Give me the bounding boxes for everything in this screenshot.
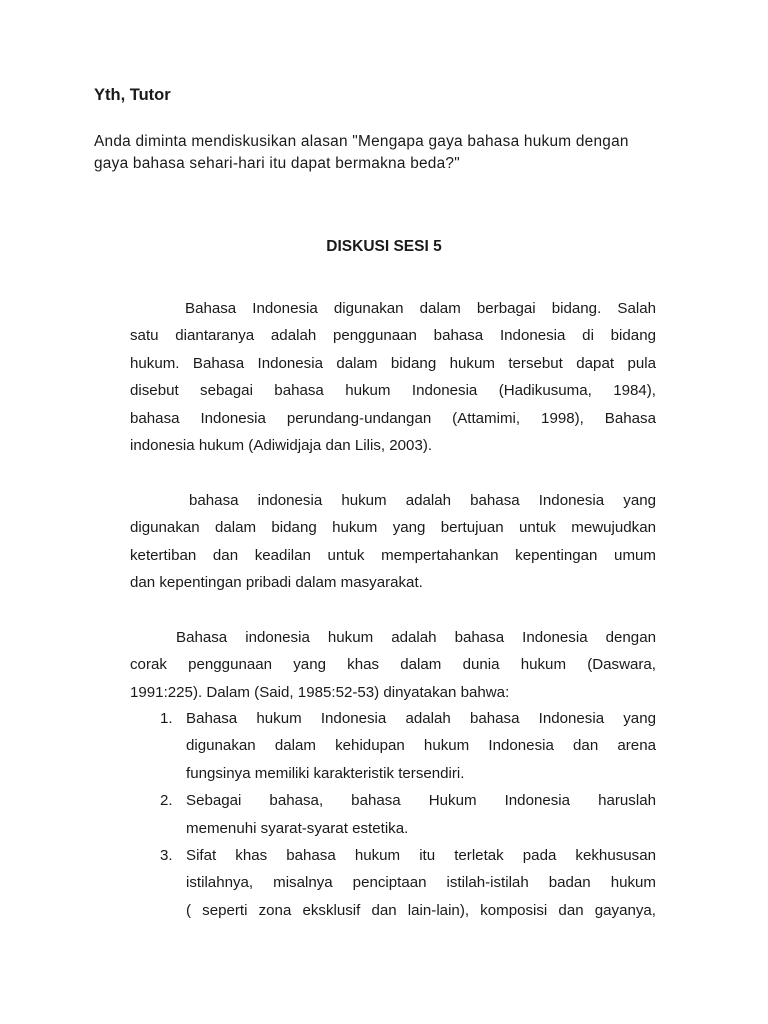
greeting-heading: Yth, Tutor [94, 86, 171, 104]
list-number: 1. [160, 710, 173, 727]
list-item-text [186, 705, 656, 787]
session-title: DISKUSI SESI 5 [326, 238, 442, 255]
list-item [158, 787, 656, 842]
list-line: fungsinya memiliki karakteristik tersendiri. [186, 764, 465, 782]
list-line: ( seperti zona eksklusif dan lain-lain), komposisi dan gayanya, [186, 901, 656, 919]
paragraph-line: Bahasa indonesia hukum adalah bahasa Indonesia dengan [176, 629, 656, 646]
paragraph-line: 1991:225). Dalam (Said, 1985:52-53) dinyatakan bahwa: [130, 683, 510, 701]
body-paragraph-1 [130, 295, 656, 459]
list-line: Sebagai bahasa, bahasa Hukum Indonesia haruslah [186, 792, 656, 810]
paragraph-line: bahasa Indonesia perundang-undangan (Attamimi, 1998), Bahasa [130, 409, 656, 427]
paragraph-line: digunakan dalam bidang hukum yang bertujuan untuk mewujudkan [130, 519, 656, 537]
paragraph-line: dan kepentingan pribadi dalam masyarakat. [130, 574, 423, 592]
list-line: Sifat khas bahasa hukum itu terletak pada kekhususan [186, 847, 656, 865]
body-paragraph-2 [130, 487, 656, 597]
paragraph-line: ketertiban dan keadilan untuk mempertahankan kepentingan umum [130, 546, 656, 564]
list-item [158, 705, 656, 787]
list-item-text [186, 787, 656, 842]
paragraph-line: indonesia hukum (Adiwidjaja dan Lilis, 2003). [130, 437, 433, 455]
body-paragraph-3 [130, 624, 656, 706]
list-number: 2. [160, 792, 173, 810]
discussion-prompt [94, 131, 674, 175]
list-line: Bahasa hukum Indonesia adalah bahasa Indonesia yang [186, 710, 656, 727]
paragraph-line: Bahasa Indonesia digunakan dalam berbagai bidang. Salah [185, 300, 656, 317]
paragraph-line: bahasa indonesia hukum adalah bahasa Indonesia yang [189, 492, 656, 509]
numbered-list [158, 705, 656, 924]
list-line: istilahnya, misalnya penciptaan istilah-istilah badan hukum [186, 874, 656, 892]
list-line: memenuhi syarat-syarat estetika. [186, 819, 409, 837]
prompt-line: Anda diminta mendiskusikan alasan "Mengapa gaya bahasa hukum dengan [94, 133, 629, 150]
prompt-line: gaya bahasa sehari-hari itu dapat bermakna beda?" [94, 155, 460, 172]
list-line: digunakan dalam kehidupan hukum Indonesia dan arena [186, 737, 656, 755]
paragraph-line: hukum. Bahasa Indonesia dalam bidang hukum tersebut dapat pula [130, 354, 656, 372]
list-number: 3. [160, 847, 173, 865]
list-item [158, 842, 656, 924]
paragraph-line: disebut sebagai bahasa hukum Indonesia (Hadikusuma, 1984), [130, 382, 656, 400]
paragraph-line: corak penggunaan yang khas dalam dunia hukum (Daswara, [130, 656, 656, 674]
paragraph-line: satu diantaranya adalah penggunaan bahasa Indonesia di bidang [130, 327, 656, 345]
list-item-text [186, 842, 656, 924]
